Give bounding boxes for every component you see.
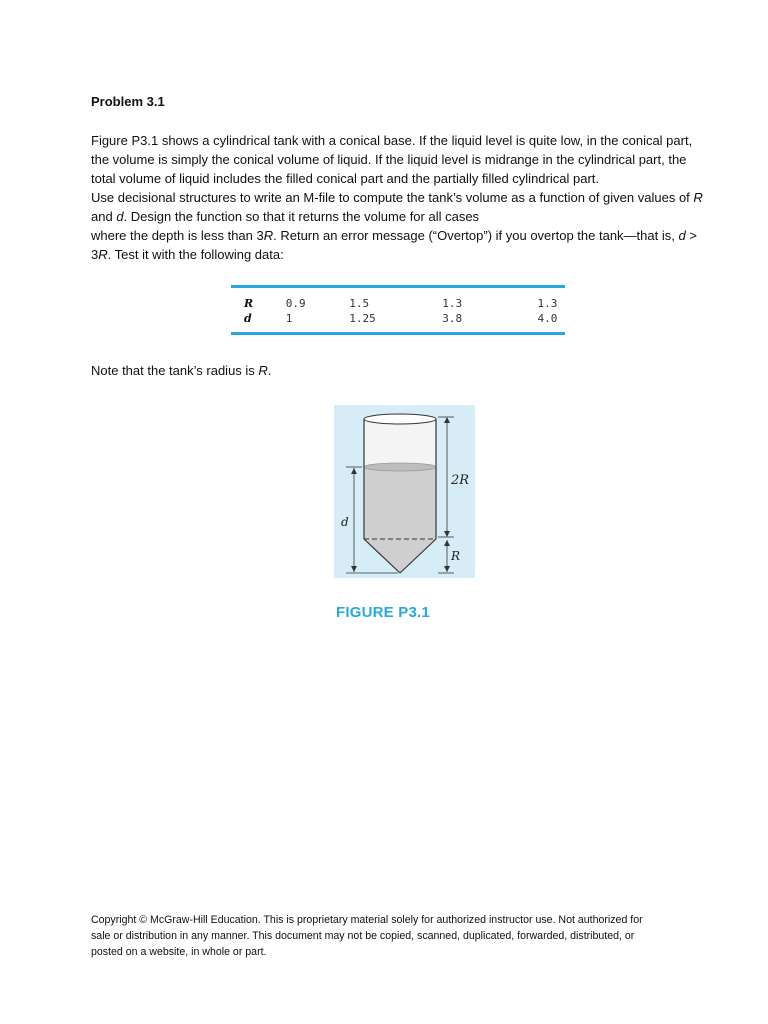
figure-caption: FIGURE P3.1 [336, 604, 430, 621]
cylinder-top [364, 414, 436, 424]
table-cell: 0.9 [285, 297, 306, 310]
row-label: d [244, 312, 252, 325]
table-cell: 3.8 [442, 312, 463, 325]
paragraph-1: Figure P3.1 shows a cylindrical tank with a conical base. If the liquid level is quite low, in the conical part, the volume is simply the conical volume of liquid. If the liquid level is midrange in the cylindrical part, the total volume of liquid includes the filled conical part and the partially filled cylindrical part. [91, 133, 693, 186]
table-cell: 1.5 [349, 297, 370, 310]
table-cell: 4.0 [537, 312, 558, 325]
table-row-d [231, 311, 565, 326]
table-row-R [231, 296, 565, 311]
radius-note: Note that the tank’s radius is R. [91, 363, 272, 378]
label-2R: 2R [451, 473, 470, 488]
problem-title: Problem 3.1 [91, 94, 165, 109]
table-cell: 1.25 [349, 312, 376, 325]
table-cell: 1.3 [537, 297, 558, 310]
copyright-line: Copyright © McGraw-Hill Education. This is proprietary material solely for authorized instructor use. Not authorized for [91, 914, 643, 926]
test-data-table [231, 285, 565, 335]
copyright-line: posted on a website, in whole or part. [91, 946, 267, 958]
copyright-notice [91, 912, 711, 960]
row-label: R [244, 297, 254, 310]
table-cell: 1 [285, 312, 293, 325]
empty-cylinder-region [364, 419, 436, 467]
paragraph-2: Use decisional structures to write an M-file to compute the tank’s volume as a function of given values of R and d. Design the function so that it returns the volume for all cases [91, 190, 703, 224]
copyright-line: sale or distribution in any manner. This document may not be copied, scanned, duplicated, forwarded, distributed, or [91, 930, 635, 942]
tank-figure [334, 405, 486, 625]
problem-statement [91, 131, 711, 264]
table-cell: 1.3 [442, 297, 463, 310]
liquid-surface [364, 463, 436, 471]
label-d: d [341, 515, 349, 529]
label-R: R [451, 549, 461, 563]
paragraph-3: where the depth is less than 3R. Return an error message (“Overtop”) if you overtop the tank—that is, d > 3R. Test it with the following data: [91, 228, 697, 262]
